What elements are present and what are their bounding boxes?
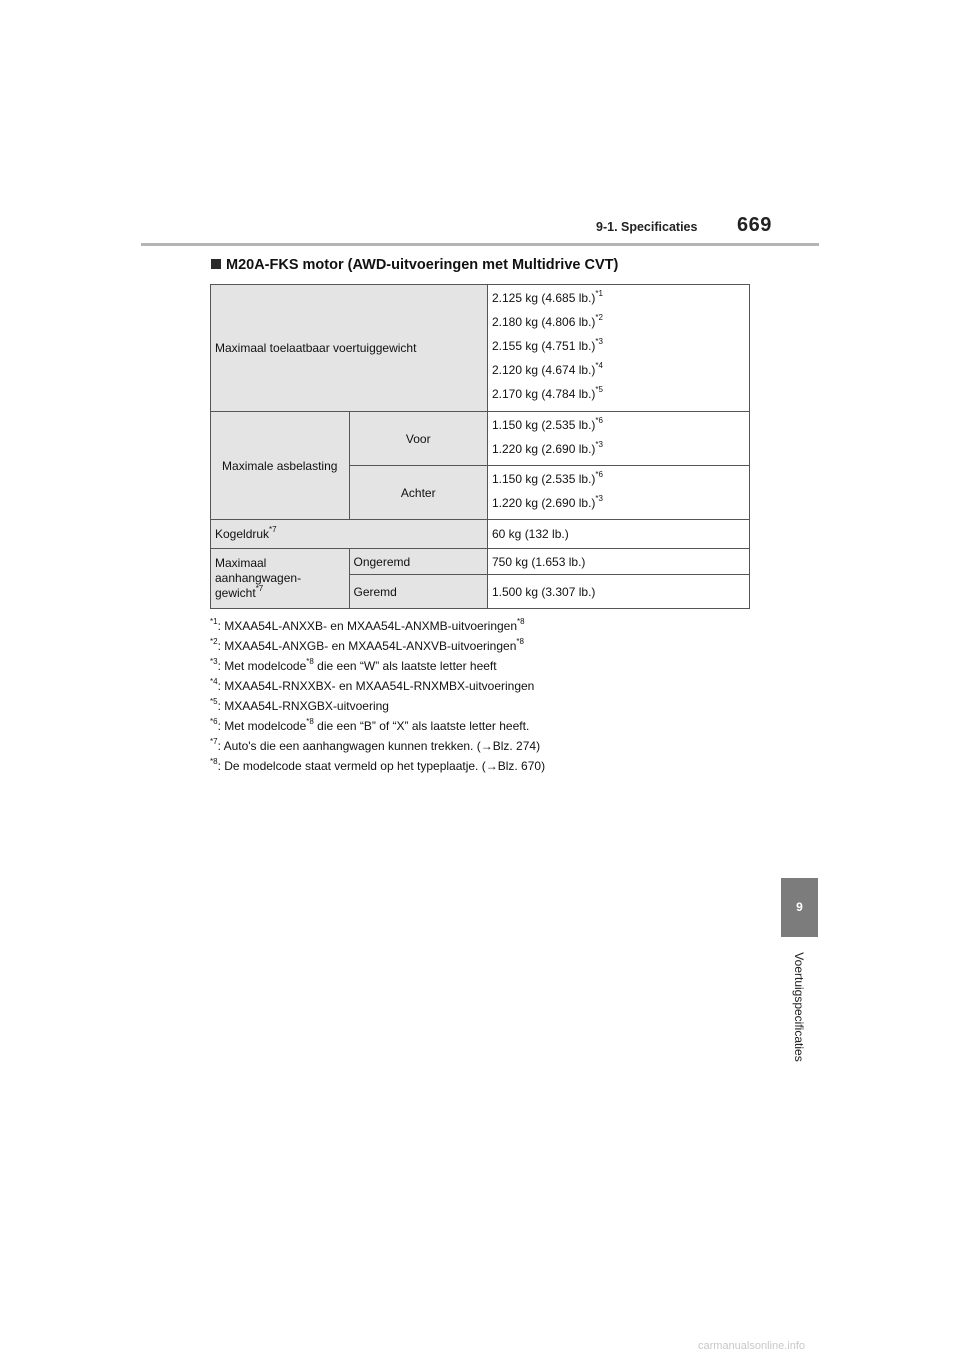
value-line: 2.120 kg (4.674 lb.)$^{*4}$ bbox=[492, 361, 603, 377]
value-line: 1.150 kg (2.535 lb.)$^{*6}$ bbox=[492, 416, 603, 432]
value-line: 2.155 kg (4.751 lb.)$^{*3}$ bbox=[492, 337, 603, 353]
braked-value: 1.500 kg (3.307 lb.) bbox=[488, 575, 750, 609]
footnotes bbox=[210, 616, 545, 776]
tow-ball-label: Kogeldruk$^{*7}$ bbox=[211, 520, 488, 549]
value-line: 1.150 kg (2.535 lb.)$^{*6}$ bbox=[492, 470, 603, 486]
page-number: 669 bbox=[737, 214, 772, 236]
rear-axle-values bbox=[488, 466, 750, 520]
footnote-item: $^{*3}$: Met modelcode$^{*8}$ die een “W” als laatste letter heeft bbox=[210, 657, 497, 673]
footnote-item: $^{*7}$: Auto's die een aanhangwagen kunnen trekken. (→Blz. 274) bbox=[210, 737, 541, 753]
max-axle-load-label: Maximale asbelasting bbox=[211, 412, 350, 520]
unbraked-value: 750 kg (1.653 lb.) bbox=[488, 549, 750, 575]
max-vehicle-weight-label: Maximaal toelaatbaar voertuiggewicht bbox=[211, 285, 488, 412]
rear-axle-label: Achter bbox=[349, 466, 488, 520]
value-line: 2.170 kg (4.784 lb.)$^{*5}$ bbox=[492, 385, 603, 401]
header-divider bbox=[141, 243, 819, 246]
table-row bbox=[211, 549, 750, 575]
unbraked-label: Ongeremd bbox=[349, 549, 488, 575]
watermark: carmanualsonline.info bbox=[698, 1340, 806, 1352]
running-header-section: 9-1. Specificaties bbox=[596, 220, 698, 234]
square-bullet-icon bbox=[211, 259, 221, 269]
chapter-tab: 9 bbox=[781, 878, 818, 937]
max-vehicle-weight-values bbox=[488, 285, 750, 412]
specifications-table bbox=[210, 284, 750, 609]
value-line: 2.125 kg (4.685 lb.)$^{*1}$ bbox=[492, 289, 603, 305]
max-trailer-weight-label: Maximaal aanhangwagen- gewicht$^{*7}$ bbox=[211, 549, 350, 609]
table-row bbox=[211, 285, 750, 412]
front-axle-values bbox=[488, 412, 750, 466]
tow-ball-value: 60 kg (132 lb.) bbox=[488, 520, 750, 549]
value-line: 2.180 kg (4.806 lb.)$^{*2}$ bbox=[492, 313, 603, 329]
section-title bbox=[211, 257, 618, 273]
chapter-label: Voertuigspecificaties bbox=[792, 952, 806, 1062]
value-line: 1.220 kg (2.690 lb.)$^{*3}$ bbox=[492, 440, 603, 456]
footnote-item: $^{*8}$: De modelcode staat vermeld op het typeplaatje. (→Blz. 670) bbox=[210, 757, 546, 773]
table-row bbox=[211, 520, 750, 549]
footnote-item: $^{*1}$: MXAA54L-ANXXB- en MXAA54L-ANXMB-uitvoeringen$^{*8}$ bbox=[210, 617, 525, 633]
section-title-text: M20A-FKS motor (AWD-uitvoeringen met Multidrive CVT) bbox=[226, 257, 619, 273]
table-row bbox=[211, 412, 750, 466]
footnote-item: $^{*2}$: MXAA54L-ANXGB- en MXAA54L-ANXVB-uitvoeringen$^{*8}$ bbox=[210, 637, 524, 653]
braked-label: Geremd bbox=[349, 575, 488, 609]
front-axle-label: Voor bbox=[349, 412, 488, 466]
footnote-item: $^{*6}$: Met modelcode$^{*8}$ die een “B” of “X” als laatste letter heeft. bbox=[210, 717, 530, 733]
footnote-item: $^{*4}$: MXAA54L-RNXXBX- en MXAA54L-RNXMBX-uitvoeringen bbox=[210, 677, 535, 693]
footnote-item: $^{*5}$: MXAA54L-RNXGBX-uitvoering bbox=[210, 697, 389, 713]
value-line: 1.220 kg (2.690 lb.)$^{*3}$ bbox=[492, 494, 603, 510]
